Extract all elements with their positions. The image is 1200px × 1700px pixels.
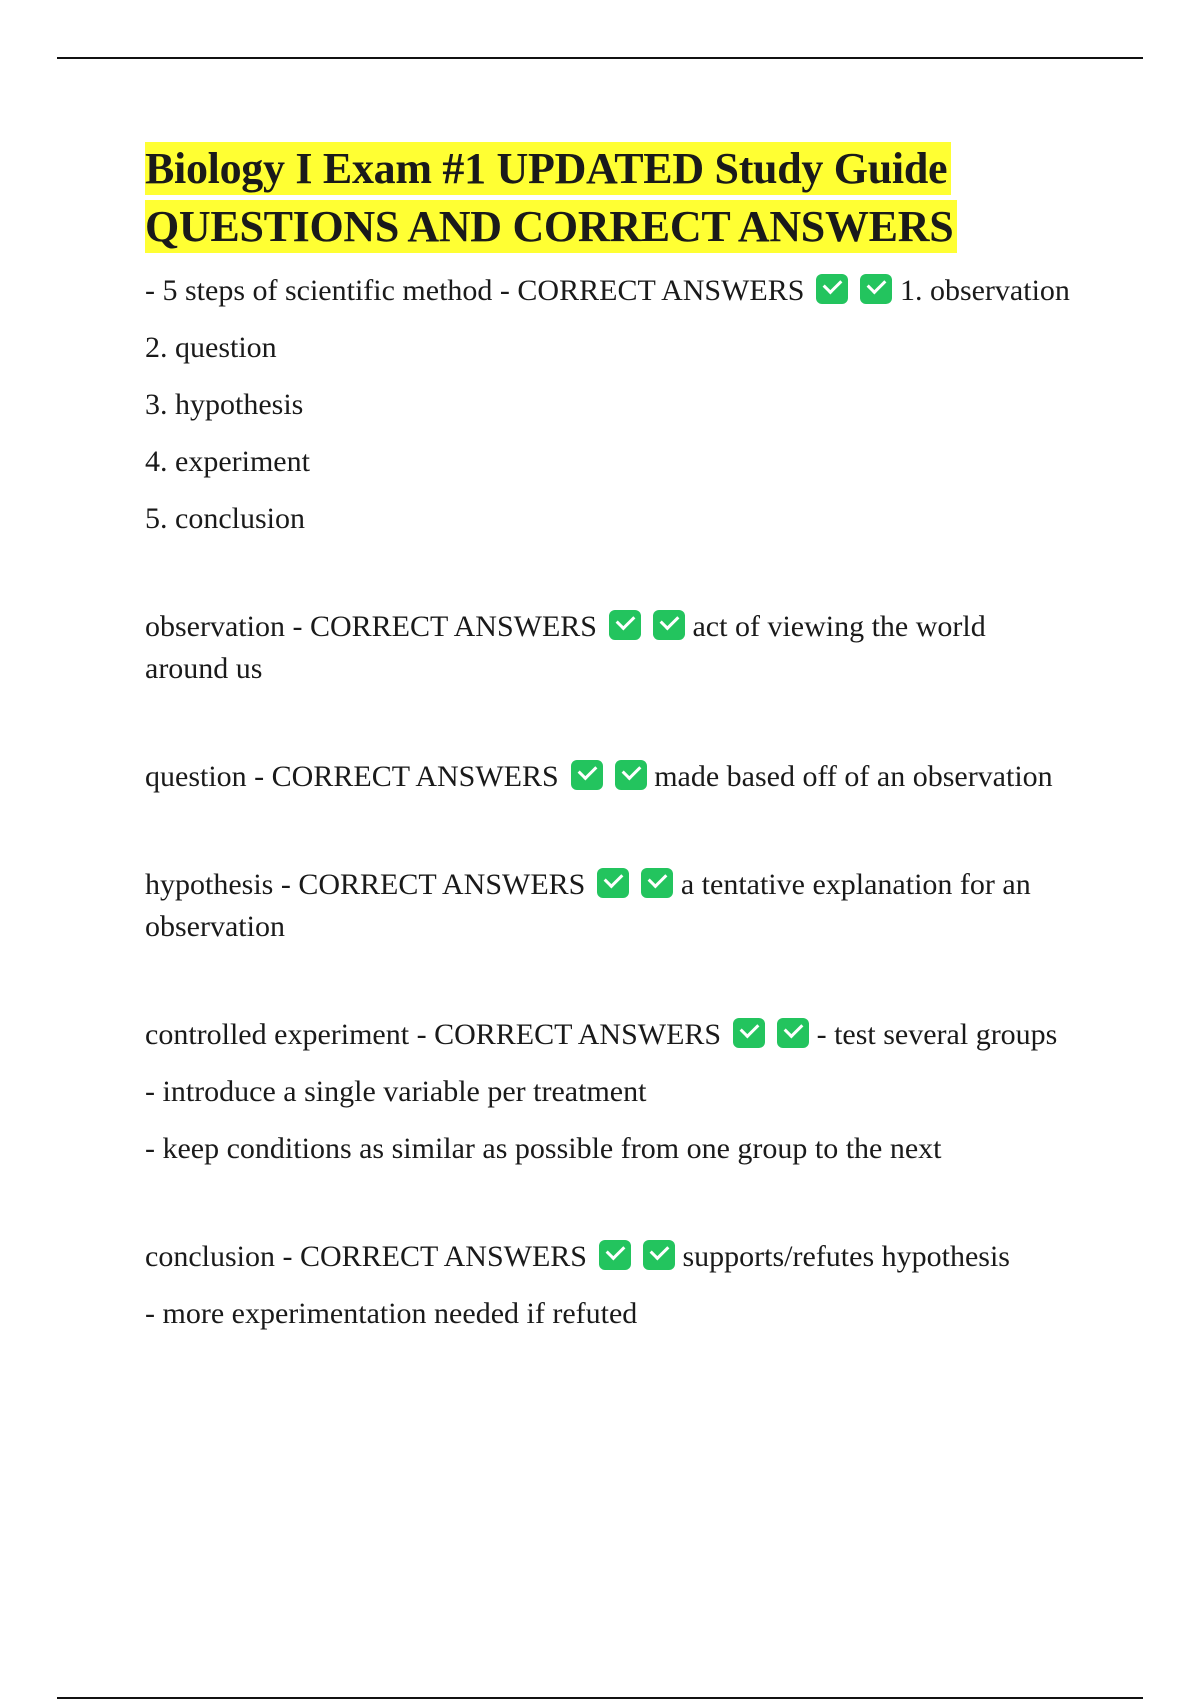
qa-answer-line: - introduce a single variable per treatment bbox=[145, 1075, 647, 1108]
qa-term: conclusion bbox=[145, 1240, 275, 1273]
qa-entry bbox=[145, 1236, 1075, 1335]
qa-term: controlled experiment bbox=[145, 1018, 410, 1051]
check-mark-icon bbox=[571, 760, 603, 790]
correct-answers-label: CORRECT ANSWERS bbox=[309, 610, 597, 643]
qa-term: hypothesis bbox=[145, 868, 274, 901]
check-mark-icon bbox=[641, 868, 673, 898]
check-mark-icon bbox=[733, 1018, 765, 1048]
correct-answers-label: CORRECT ANSWERS bbox=[271, 760, 559, 793]
qa-answer-line: 2. question bbox=[145, 331, 277, 364]
qa-answer: - test several groups bbox=[809, 1018, 1058, 1051]
qa-answer: supports/refutes hypothesis bbox=[675, 1240, 1010, 1273]
qa-term: observation bbox=[145, 610, 285, 643]
check-mark-icon bbox=[860, 274, 892, 304]
qa-entry bbox=[145, 756, 1075, 798]
qa-entry bbox=[145, 1014, 1075, 1170]
top-rule bbox=[57, 57, 1143, 59]
qa-answer-line: - keep conditions as similar as possible from one group to the next bbox=[145, 1132, 942, 1165]
qa-line: - 5 steps of scientific method - CORRECT ANSWERS 1. observation bbox=[145, 274, 1070, 307]
title-line-2: QUESTIONS AND CORRECT ANSWERS bbox=[145, 200, 957, 253]
qa-line: hypothesis - CORRECT ANSWERS a tentative explanation for an observation bbox=[145, 868, 1031, 943]
qa-answer-line: 5. conclusion bbox=[145, 502, 305, 535]
qa-answer-line: 4. experiment bbox=[145, 445, 310, 478]
check-mark-icon bbox=[599, 1240, 631, 1270]
qa-answer-line: - more experimentation needed if refuted bbox=[145, 1297, 638, 1330]
qa-line: question - CORRECT ANSWERS made based off of an observation bbox=[145, 760, 1053, 793]
qa-line: observation - CORRECT ANSWERS act of viewing the world around us bbox=[145, 610, 986, 685]
document-page bbox=[145, 140, 1075, 1401]
qa-answer-line: 3. hypothesis bbox=[145, 388, 304, 421]
qa-entry bbox=[145, 270, 1075, 540]
correct-answers-label: CORRECT ANSWERS bbox=[434, 1018, 722, 1051]
qa-term: - 5 steps of scientific method bbox=[145, 274, 493, 307]
correct-answers-label: CORRECT ANSWERS bbox=[298, 868, 586, 901]
check-mark-icon bbox=[643, 1240, 675, 1270]
qa-term: question bbox=[145, 760, 247, 793]
qa-line: controlled experiment - CORRECT ANSWERS - test several groups bbox=[145, 1018, 1058, 1051]
check-mark-icon bbox=[816, 274, 848, 304]
check-mark-icon bbox=[609, 610, 641, 640]
qa-answer: 1. observation bbox=[892, 274, 1070, 307]
check-mark-icon bbox=[653, 610, 685, 640]
qa-answer: made based off of an observation bbox=[646, 760, 1053, 793]
title-line-1: Biology I Exam #1 UPDATED Study Guide bbox=[145, 142, 951, 195]
qa-entry bbox=[145, 606, 1075, 690]
qa-line: conclusion - CORRECT ANSWERS supports/refutes hypothesis bbox=[145, 1240, 1010, 1273]
qa-answer: act of viewing the world around us bbox=[145, 610, 986, 685]
bottom-rule bbox=[57, 1697, 1143, 1699]
correct-answers-label: CORRECT ANSWERS bbox=[517, 274, 805, 307]
check-mark-icon bbox=[777, 1018, 809, 1048]
qa-entry bbox=[145, 864, 1075, 948]
check-mark-icon bbox=[597, 868, 629, 898]
document-title bbox=[145, 140, 1075, 256]
check-mark-icon bbox=[615, 760, 647, 790]
qa-answer: a tentative explanation for an observation bbox=[145, 868, 1031, 943]
correct-answers-label: CORRECT ANSWERS bbox=[299, 1240, 587, 1273]
qa-list bbox=[145, 270, 1075, 1335]
